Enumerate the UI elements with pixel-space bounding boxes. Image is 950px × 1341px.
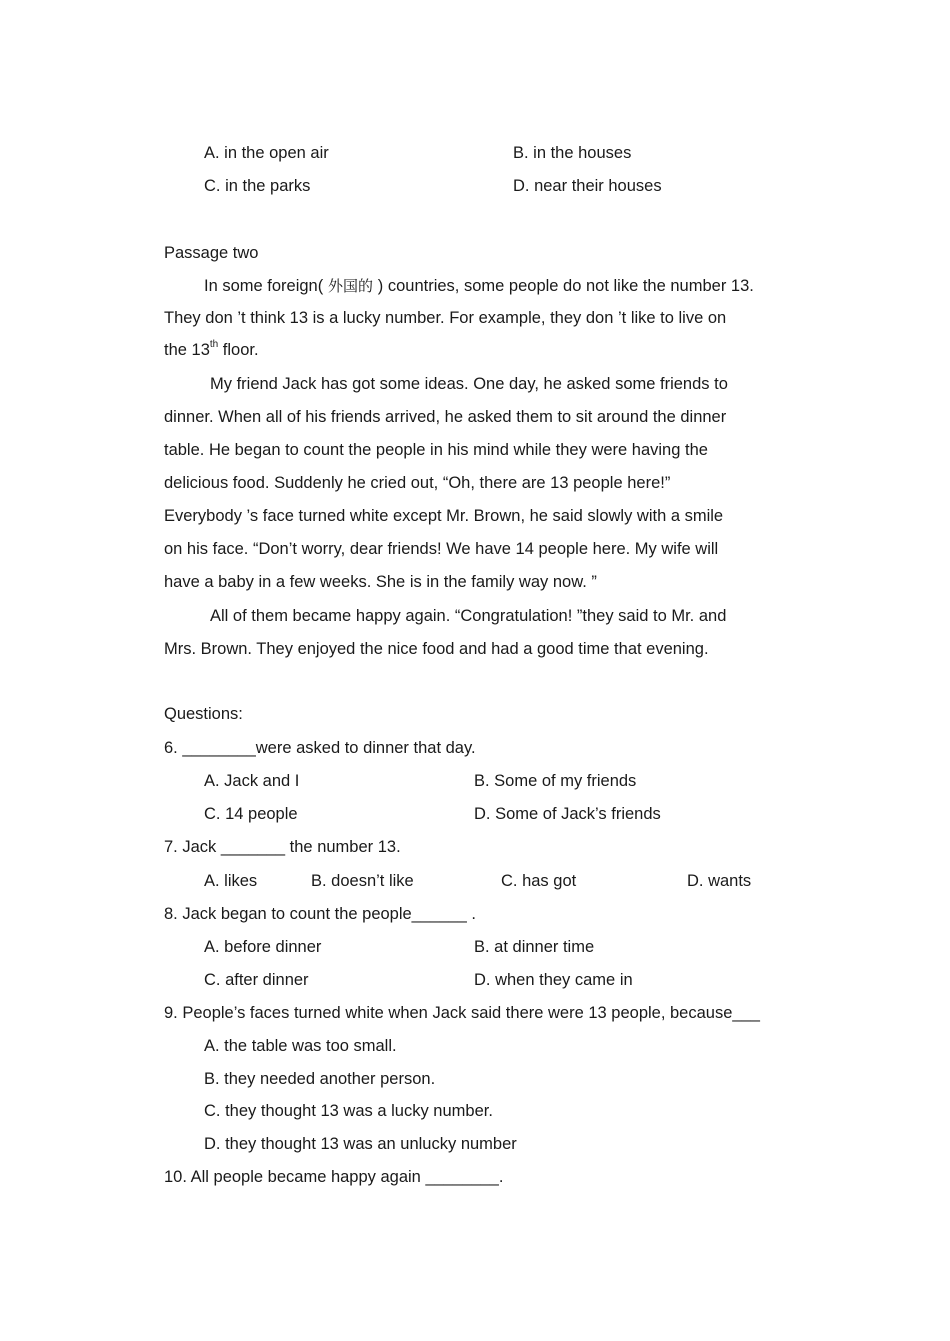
question-7: 7. Jack _______ the number 13. bbox=[164, 838, 401, 856]
question-6-option-c: C. 14 people bbox=[204, 805, 298, 823]
passage-p1-line1-part-a: In some foreign( bbox=[204, 277, 324, 295]
passage-p1-line3 bbox=[164, 340, 259, 360]
question-8-option-b: B. at dinner time bbox=[474, 938, 595, 956]
questions-heading: Questions: bbox=[164, 705, 243, 723]
passage-p2-line3: table. He began to count the people in his mind while they were having the bbox=[164, 441, 708, 459]
question-6-option-d: D. Some of Jack’s friends bbox=[474, 805, 661, 823]
passage-p2-line7: have a baby in a few weeks. She is in the family way now. ” bbox=[164, 573, 597, 591]
question-7-option-a: A. likes bbox=[204, 872, 258, 890]
passage-p2-line6: on his face. “Don’t worry, dear friends! We have 14 people here. My wife will bbox=[164, 540, 719, 558]
passage-p2-line4: delicious food. Suddenly he cried out, “Oh, there are 13 people here!” bbox=[164, 474, 671, 492]
question-8-option-d: D. when they came in bbox=[474, 971, 633, 989]
question-7-option-c: C. has got bbox=[501, 872, 577, 890]
question-6-option-a: A. Jack and I bbox=[204, 772, 300, 790]
question-8-option-a: A. before dinner bbox=[204, 938, 322, 956]
question-7-option-b: B. doesn’t like bbox=[311, 872, 414, 890]
question-8: 8. Jack began to count the people______ . bbox=[164, 905, 476, 923]
question-6: 6. ________were asked to dinner that day. bbox=[164, 739, 476, 757]
passage-p1-line3-sup: th bbox=[209, 338, 219, 350]
question-7-option-d: D. wants bbox=[687, 872, 752, 890]
question-9-option-c: C. they thought 13 was a lucky number. bbox=[204, 1102, 493, 1120]
passage-p1-line1-part-b: ) countries, some people do not like the number 13. bbox=[377, 277, 754, 295]
question-9-option-b: B. they needed another person. bbox=[204, 1070, 436, 1088]
passage-p1-line1 bbox=[204, 276, 754, 296]
passage-p3-line1: All of them became happy again. “Congratulation! ”they said to Mr. and bbox=[210, 607, 727, 625]
prev-option-b: B. in the houses bbox=[513, 144, 632, 162]
passage-p3-line2: Mrs. Brown. They enjoyed the nice food and had a good time that evening. bbox=[164, 640, 709, 658]
passage-heading: Passage two bbox=[164, 244, 259, 262]
passage-p1-line1-chinese: 外国的 bbox=[323, 277, 378, 295]
prev-option-d: D. near their houses bbox=[513, 177, 662, 195]
passage-p2-line5: Everybody ’s face turned white except Mr. Brown, he said slowly with a smile bbox=[164, 507, 724, 525]
passage-p1-line3-part-a: the 13 bbox=[164, 341, 210, 359]
question-9-option-d: D. they thought 13 was an unlucky number bbox=[204, 1135, 517, 1153]
passage-p1-line3-part-b: floor. bbox=[218, 341, 259, 359]
question-9: 9. People’s faces turned white when Jack said there were 13 people, because___ bbox=[164, 1004, 760, 1022]
question-10: 10. All people became happy again ________. bbox=[164, 1168, 504, 1186]
prev-option-a: A. in the open air bbox=[204, 144, 329, 162]
passage-p1-line2: They don ’t think 13 is a lucky number. For example, they don ’t like to live on bbox=[164, 309, 727, 327]
question-6-option-b: B. Some of my friends bbox=[474, 772, 637, 790]
question-8-option-c: C. after dinner bbox=[204, 971, 309, 989]
prev-option-c: C. in the parks bbox=[204, 177, 311, 195]
question-9-option-a: A. the table was too small. bbox=[204, 1037, 397, 1055]
passage-p2-line2: dinner. When all of his friends arrived, he asked them to sit around the dinner bbox=[164, 408, 727, 426]
passage-p2-line1: My friend Jack has got some ideas. One day, he asked some friends to bbox=[210, 375, 728, 393]
